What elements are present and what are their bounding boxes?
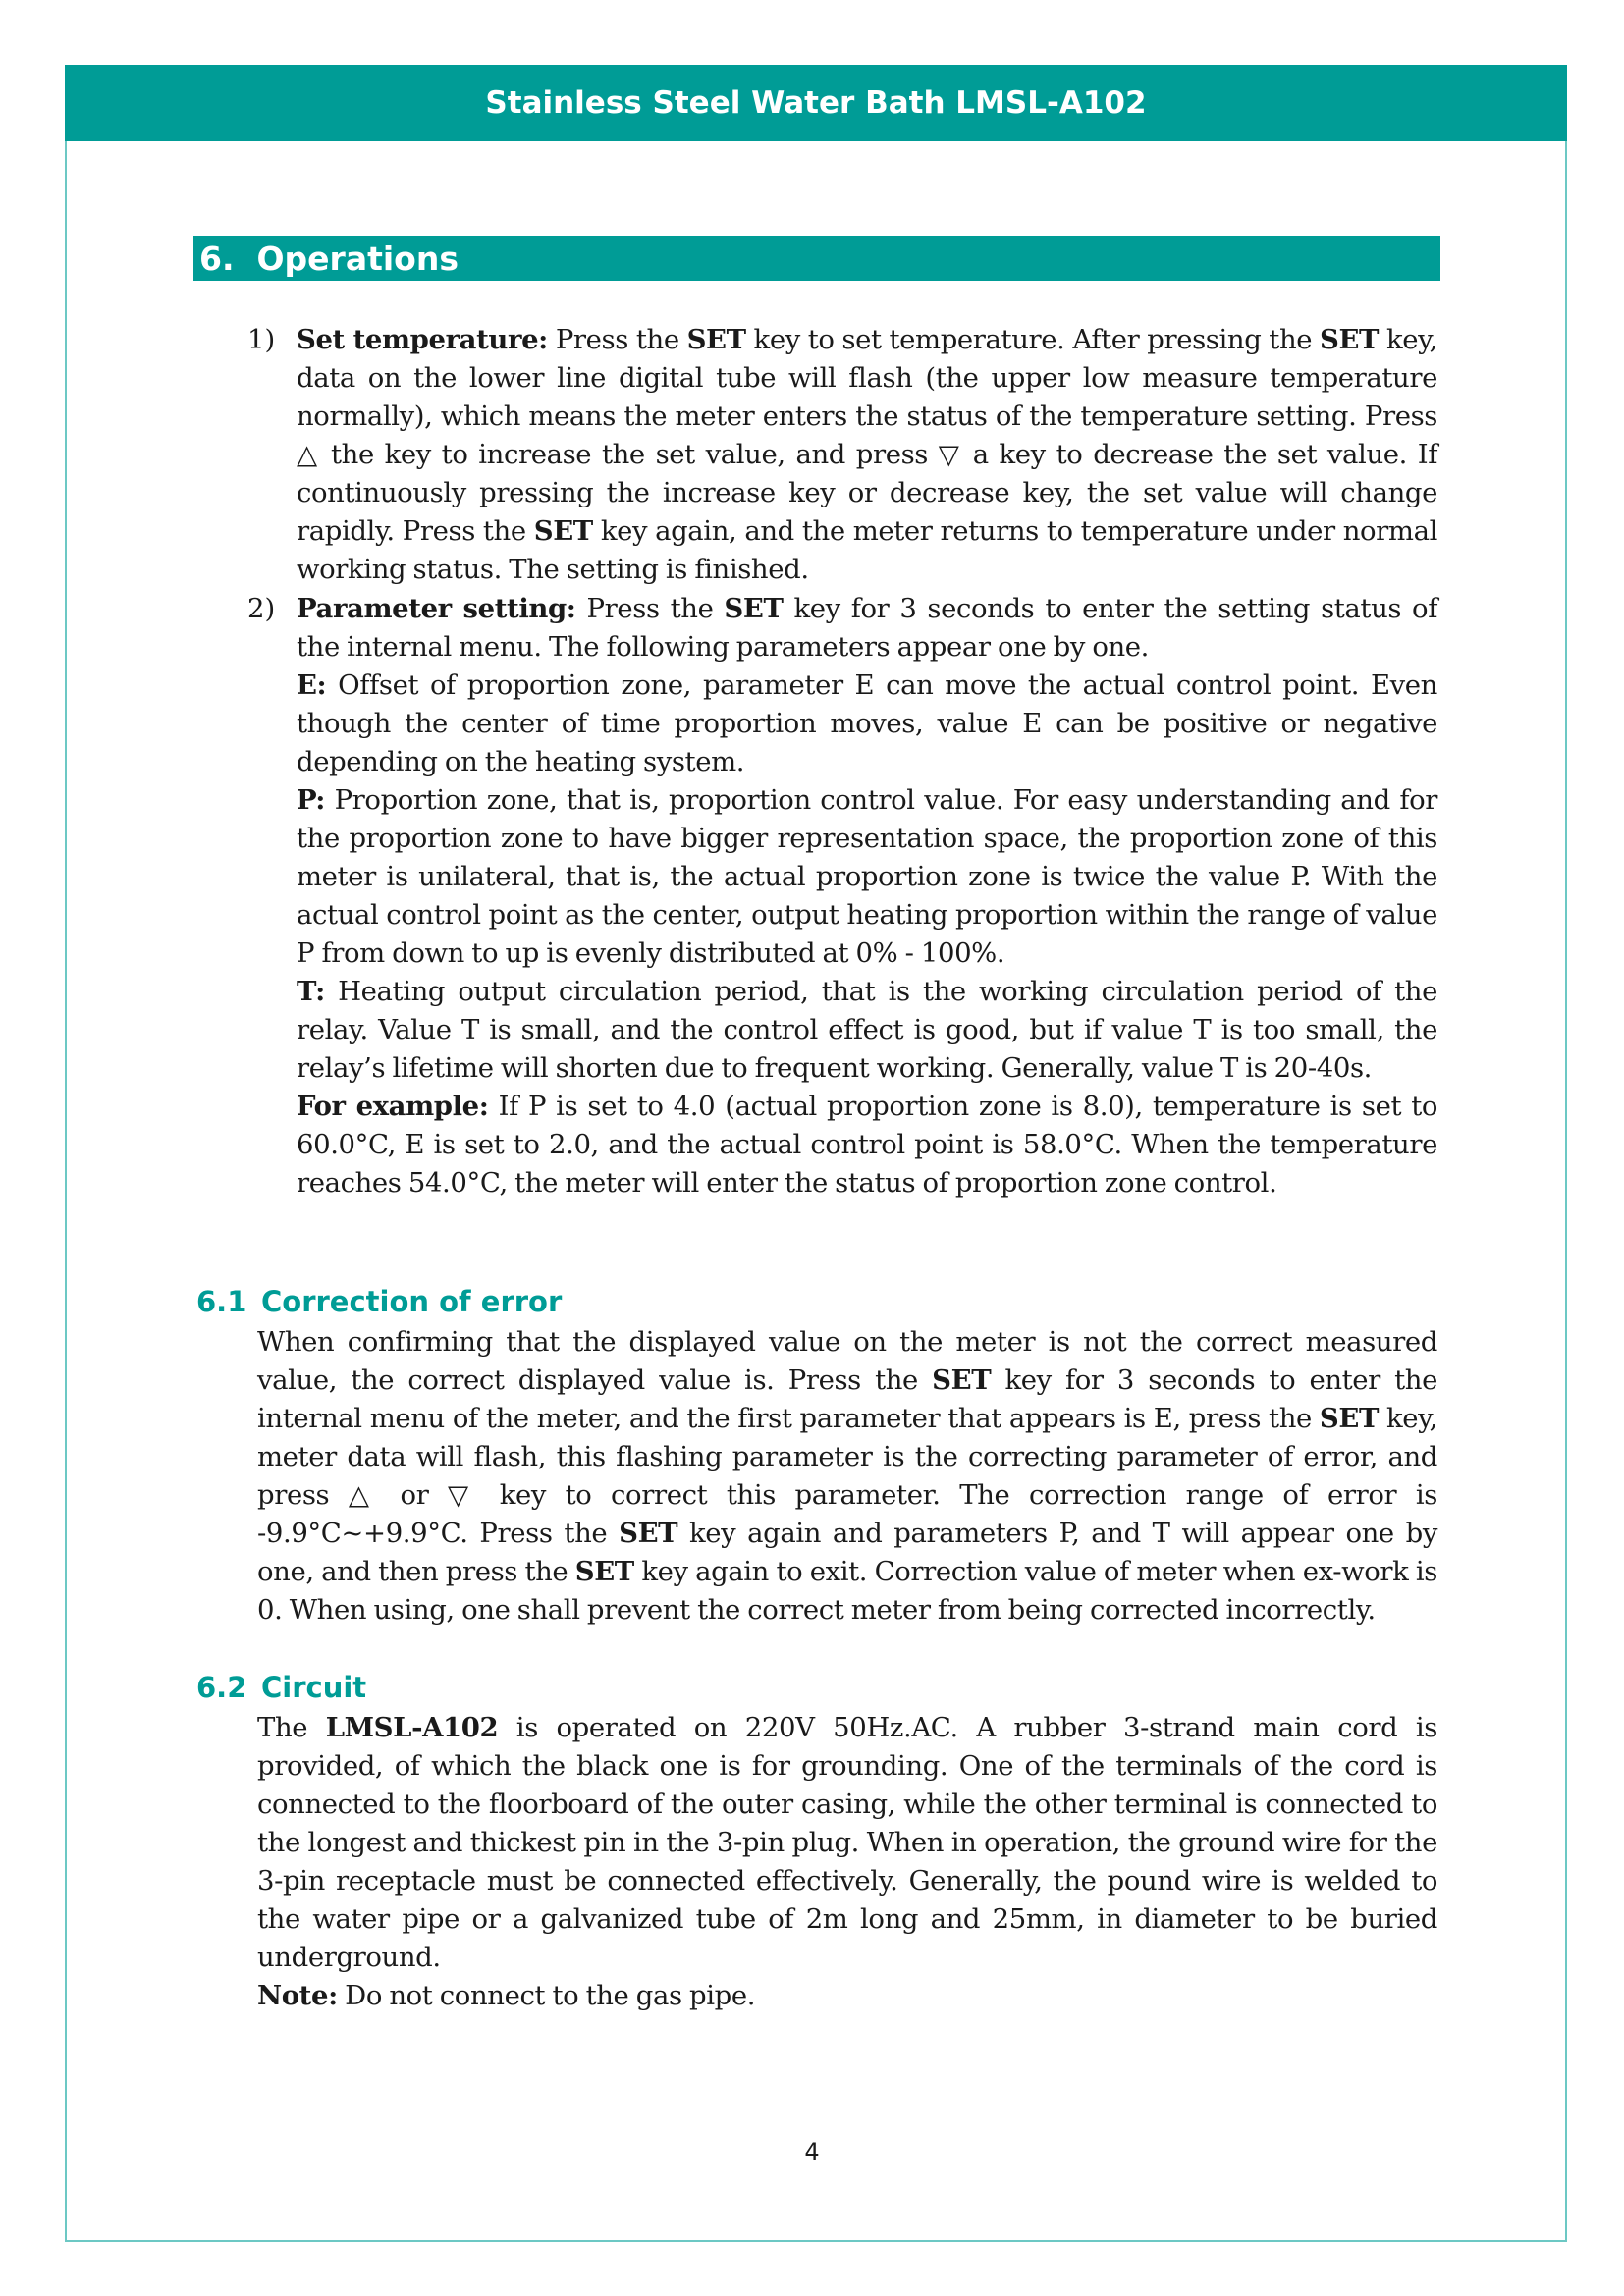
subsection-heading-correction <box>196 1283 562 1321</box>
note-label: Note: <box>257 1980 338 2011</box>
section-number: 6. <box>199 239 235 278</box>
key-name: SET <box>533 515 593 547</box>
parameter-label: T: <box>297 976 325 1007</box>
parameter-label: P: <box>297 784 326 816</box>
item-set-temperature: Set temperature: Press the SET key to set temperature. After pressing the SET key, data on the lower line digital tube will flash (the upper low measure temperature normally), which means the meter enters the status of the temperature setting. Press △ the key to increase the set value, and press ▽ a key to decrease the set value. If continuously pressing the increase key or decrease key, the set value will change rapidly. Press the SET key again, and the meter returns to temperature under normal working status. The setting is finished. <box>297 324 1437 585</box>
item-number: 2) <box>247 593 276 624</box>
model-name: LMSL-A102 <box>325 1712 499 1743</box>
example-paragraph: For example: If P is set to 4.0 (actual proportion zone is 8.0), temperature is set to 60.0°C, E is set to 2.0, and the actual control point is 58.0°C. When the temperature reaches 54.0°C, the meter will enter the status of proportion zone control. <box>297 1091 1437 1199</box>
parameter-t: T: Heating output circulation period, that is the working circulation period of the relay. Value T is small, and the control effect is good, but if value T is too small, the relay’s lifetime will shorten due to frequent working. Generally, value T is 20-40s. <box>297 976 1437 1084</box>
key-name: SET <box>1319 1403 1380 1434</box>
key-name: SET <box>574 1556 634 1587</box>
subsection-title: Circuit <box>261 1671 367 1704</box>
key-name: SET <box>932 1364 992 1396</box>
item-parameter-setting: Parameter setting: Press the SET key for 3 seconds to enter the setting status of the internal menu. The following parameters appear one by one. <box>297 593 1437 663</box>
note-paragraph: Note: Do not connect to the gas pipe. <box>257 1980 756 2011</box>
subsection-heading-circuit <box>196 1669 366 1707</box>
parameter-p: P: Proportion zone, that is, proportion control value. For easy understanding and for the proportion zone to have bigger representation space, the proportion zone of this meter is unilateral, that is, the actual proportion zone is twice the value P. With the actual control point as the center, output heating proportion within the range of value P from down to up is evenly distributed at 0% - 100%. <box>297 784 1437 969</box>
parameter-label: E: <box>297 669 327 701</box>
item-label: Parameter setting: <box>297 593 576 624</box>
subsection-number: 6.1 <box>196 1285 247 1318</box>
correction-paragraph: When confirming that the displayed value on the meter is not the correct measured value, the correct displayed value is. Press the SET key for 3 seconds to enter the internal menu of the meter, and the first parameter that appears is E, press the SET key, meter data will flash, this flashing parameter is the correcting parameter of error, and press △ or ▽ key to correct this parameter. The correction range of error is -9.9°C~+9.9°C. Press the SET key again and parameters P, and T will appear one by one, and then press the SET key again to exit. Correction value of meter when ex-work is 0. When using, one shall prevent the correct meter from being corrected incorrectly. <box>257 1326 1437 1626</box>
subsection-number: 6.2 <box>196 1671 247 1704</box>
section-title: Operations <box>256 239 459 278</box>
key-name: SET <box>724 593 784 624</box>
subsection-title: Correction of error <box>261 1285 563 1318</box>
parameter-e: E: Offset of proportion zone, parameter E can move the actual control point. Even though the center of time proportion moves, value E can be positive or negative depending on the heating system. <box>297 669 1437 777</box>
document-title: Stainless Steel Water Bath LMSL-A102 <box>485 85 1147 121</box>
item-number: 1) <box>247 324 276 355</box>
key-name: SET <box>1320 324 1380 355</box>
circuit-paragraph: The LMSL-A102 is operated on 220V 50Hz.AC. A rubber 3-strand main cord is provided, of which the black one is for grounding. One of the terminals of the cord is connected to the floorboard of the outer casing, while the other terminal is connected to the longest and thickest pin in the 3-pin plug. When in operation, the ground wire for the 3-pin receptacle must be connected effectively. Generally, the pound wire is welded to the water pipe or a galvanized tube of 2m long and 25mm, in diameter to be buried underground. <box>257 1712 1437 1973</box>
document-header <box>65 65 1567 141</box>
key-name: SET <box>619 1518 678 1549</box>
section-heading <box>193 236 1440 281</box>
page-number: 4 <box>804 2138 820 2165</box>
item-label: Set temperature: <box>297 324 548 355</box>
example-label: For example: <box>297 1091 489 1122</box>
key-name: SET <box>686 324 746 355</box>
